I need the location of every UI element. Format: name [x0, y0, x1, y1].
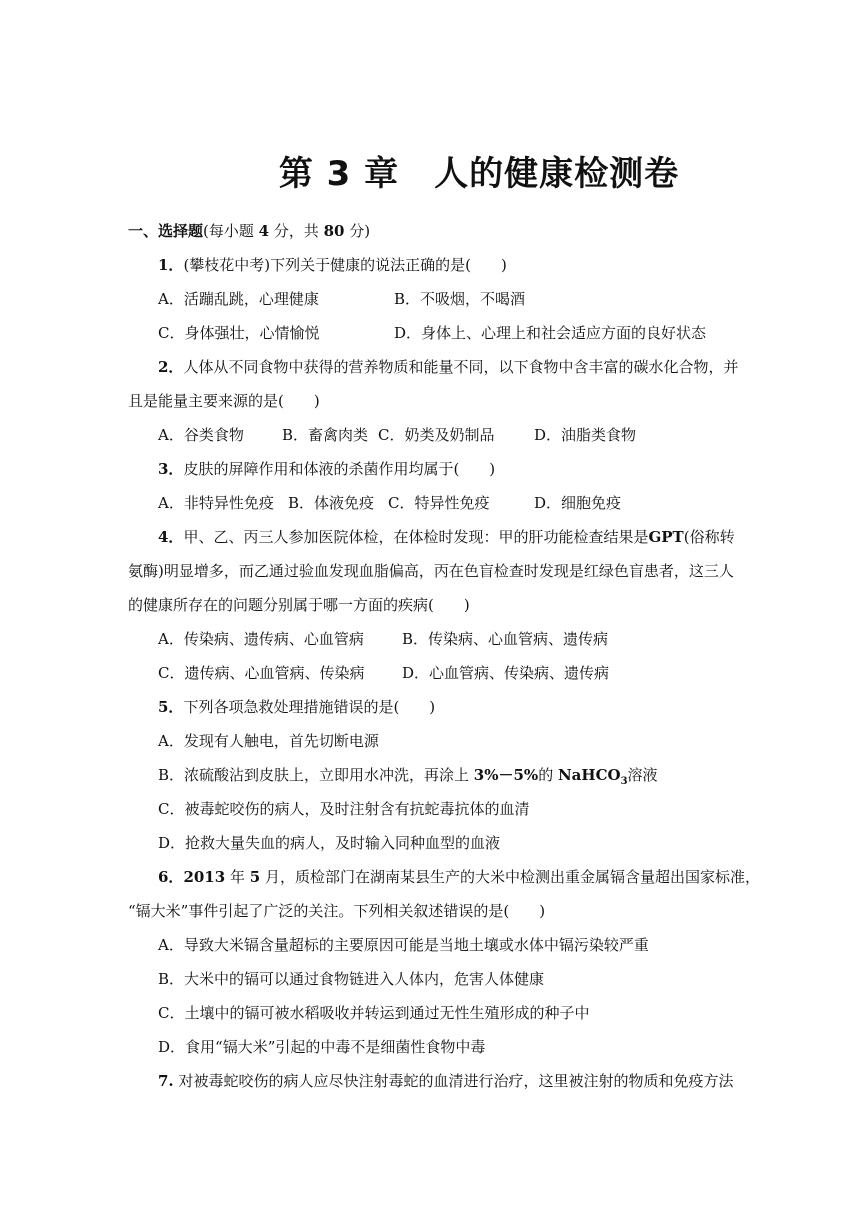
question-4-options-row-1 [128, 622, 736, 656]
option-d: D．抢救大量失血的病人，及时输入同种血型的血液 [158, 834, 501, 852]
question-1 [128, 248, 736, 282]
question-number: 1． [158, 256, 184, 274]
option-b: B．大米中的镉可以通过食物链进入人体内，危害人体健康 [158, 970, 545, 988]
option-b: B．不吸烟，不喝酒 [394, 290, 526, 308]
question-1-options-row-1 [128, 282, 736, 316]
question-stem: 2013 年 5 月，质检部门在湖南某县生产的大米中检测出重金属镉含量超出国家标准， [183, 868, 760, 886]
question-stem-continued: 的健康所存在的问题分别属于哪一方面的疾病( ) [128, 596, 470, 614]
option-a: A．导致大米镉含量超标的主要原因可能是当地土壤或水体中镉污染较严重 [158, 936, 649, 954]
option-c: C．特异性免疫 [388, 494, 490, 512]
option-c: C．身体强壮，心情愉悦 [158, 324, 320, 342]
question-2-continued [128, 384, 736, 418]
question-number: 5． [158, 698, 184, 716]
question-1-options-row-2 [128, 316, 736, 350]
question-4 [128, 520, 736, 554]
question-number: 3． [158, 460, 184, 478]
question-stem-continued: 氨酶)明显增多，而乙通过验血发现血脂偏高，丙在色盲检查时发现是红绿色盲患者，这三人 [128, 562, 734, 580]
question-6-continued [128, 894, 736, 928]
question-4-continued [128, 588, 736, 622]
page-title: 第 3 章 人的健康检测卷 [278, 154, 680, 194]
option-b: B．畜禽肉类 [282, 426, 369, 444]
question-5-option-b [128, 758, 736, 792]
question-5-option-c [128, 792, 736, 826]
option-c: C．遗传病、心血管病、传染病 [158, 664, 365, 682]
question-5 [128, 690, 736, 724]
question-list [128, 214, 760, 1098]
option-b: B．浓硫酸沾到皮肤上，立即用水冲洗，再涂上 3%－5%的 NaHCO$_3$溶液 [158, 766, 658, 787]
option-d: D．油脂类食物 [534, 426, 637, 444]
option-a: A．谷类食物 [158, 426, 244, 444]
question-6-option-d [128, 1030, 736, 1064]
question-stem: 下列各项急救处理措施错误的是( ) [183, 698, 436, 716]
question-4-continued [128, 554, 736, 588]
question-number: 4． [158, 528, 184, 546]
question-stem-continued: “镉大米”事件引起了广泛的关注。下列相关叙述错误的是( ) [128, 902, 546, 920]
question-6-option-c [128, 996, 736, 1030]
section-heading [128, 214, 736, 248]
question-2-options [128, 418, 736, 452]
option-a: A．传染病、遗传病、心血管病 [158, 630, 364, 648]
option-c: C．奶类及奶制品 [378, 426, 495, 444]
option-d: D．细胞免疫 [534, 494, 622, 512]
option-a: A．发现有人触电，首先切断电源 [158, 732, 379, 750]
question-5-option-a [128, 724, 736, 758]
option-d: D．身体上、心理上和社会适应方面的良好状态 [394, 324, 707, 342]
question-number: 7. [158, 1072, 174, 1090]
question-4-options-row-2 [128, 656, 736, 690]
question-number: 2． [158, 358, 184, 376]
option-b: B．传染病、心血管病、遗传病 [402, 630, 609, 648]
question-6 [128, 860, 760, 894]
question-stem-continued: 且是能量主要来源的是( ) [128, 392, 320, 410]
question-stem: 对被毒蛇咬伤的病人应尽快注射毒蛇的血清进行治疗，这里被注射的物质和免疫方法 [173, 1072, 734, 1090]
option-d: D．心血管病、传染病、遗传病 [402, 664, 610, 682]
question-7 [128, 1064, 736, 1098]
question-stem: 甲、乙、丙三人参加医院体检，在体检时发现：甲的肝功能检查结果是GPT(俗称转 [183, 528, 735, 546]
question-2 [128, 350, 739, 384]
question-5-option-d [128, 826, 736, 860]
question-6-option-a [128, 928, 736, 962]
question-stem: 人体从不同食物中获得的营养物质和能量不同，以下食物中含丰富的碳水化合物，并 [183, 358, 739, 376]
question-3 [128, 452, 736, 486]
question-3-options [128, 486, 736, 520]
option-a: A．非特异性免疫 [158, 494, 274, 512]
section-label: 一、选择题 [128, 222, 204, 240]
option-b: B．体液免疫 [288, 494, 375, 512]
option-a: A．活蹦乱跳，心理健康 [158, 290, 319, 308]
option-d: D．食用“镉大米”引起的中毒不是细菌性食物中毒 [158, 1038, 486, 1056]
option-c: C．土壤中的镉可被水稻吸收并转运到通过无性生殖形成的种子中 [158, 1004, 590, 1022]
question-6-option-b [128, 962, 736, 996]
section-rule: (每小题 4 分，共 80 分) [203, 222, 371, 240]
question-stem: 皮肤的屏障作用和体液的杀菌作用均属于( ) [183, 460, 496, 478]
option-c: C．被毒蛇咬伤的病人，及时注射含有抗蛇毒抗体的血清 [158, 800, 530, 818]
question-stem: (攀枝花中考)下列关于健康的说法正确的是( ) [183, 256, 507, 274]
question-number: 6． [158, 868, 184, 886]
